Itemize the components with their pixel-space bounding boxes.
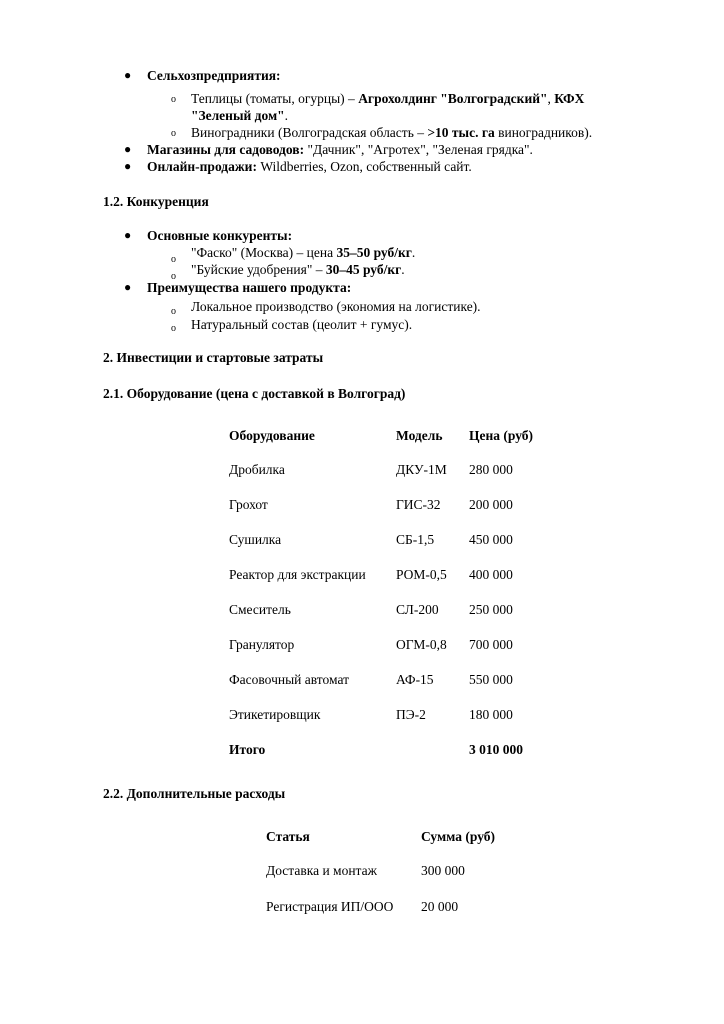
sub-item-greenhouses (191, 90, 584, 107)
table-cell-price: 250 000 (469, 602, 513, 617)
bullet-bold: Онлайн-продажи: (147, 159, 257, 174)
sub-text: "Фаско" (Москва) – цена (191, 245, 337, 260)
sub-text: . (284, 108, 289, 123)
bullet-text: "Дачник", "Агротех", "Зеленая грядка". (304, 142, 533, 157)
sub-text: Виноградники (Волгоградская область – (191, 125, 428, 140)
sub-text: "Буйские удобрения" – (191, 262, 326, 277)
table-cell-equipment: Фасовочный автомат (229, 672, 350, 687)
bullet-icon: ● (124, 280, 132, 294)
sub-item-greenhouses-cont (191, 107, 288, 124)
sub-bold: >10 тыс. га (427, 125, 495, 140)
sub-text: Теплицы (томаты, огурцы) – (191, 91, 359, 106)
table-cell-model: ПЭ-2 (396, 707, 426, 722)
advantages-label: Преимущества нашего продукта: (147, 280, 352, 295)
sub-bold: 35–50 руб/кг (336, 245, 412, 260)
sub-bold: КФХ (554, 91, 585, 106)
sub-text: . (401, 262, 405, 277)
heading-2: 2. Инвестиции и стартовые затраты (103, 350, 324, 365)
bullet-icon: ● (124, 68, 132, 82)
bullet-label-agro: Сельхозпредприятия: (147, 68, 281, 83)
sub-text: . (411, 245, 416, 260)
table-cell-price: 200 000 (469, 497, 513, 512)
table-header-price: Цена (руб) (469, 428, 534, 443)
table-cell-equipment: Гранулятор (229, 637, 295, 652)
table-cell-sum: 300 000 (421, 863, 465, 878)
advantage-natural: Натуральный состав (цеолит + гумус). (191, 317, 413, 332)
bullet-icon: ● (124, 142, 132, 156)
table-cell-price: 700 000 (469, 637, 513, 652)
circle-bullet-icon: o (171, 254, 176, 265)
sub-text: виноградников). (494, 125, 593, 140)
sub-text: , (547, 91, 555, 106)
circle-bullet-icon: o (171, 271, 176, 282)
sub-bold: 30–45 руб/кг (325, 262, 402, 277)
table-cell-model: РОМ-0,5 (396, 567, 447, 582)
bullet-bold: Магазины для садоводов: (147, 142, 305, 157)
sub-bold: "Зеленый дом" (191, 108, 285, 123)
table-cell-item: Регистрация ИП/ООО (266, 899, 394, 914)
sub-item-vineyards (191, 124, 592, 141)
table-cell-model: АФ-15 (396, 672, 434, 687)
table-cell-price: 400 000 (469, 567, 513, 582)
table-header-item: Статья (266, 829, 310, 844)
bullet-item-stores (147, 141, 533, 158)
table-cell-price: 180 000 (469, 707, 513, 722)
heading-2-1: 2.1. Оборудование (цена с доставкой в Волгоград) (103, 386, 406, 401)
table-header-sum: Сумма (руб) (421, 829, 496, 844)
table-cell-equipment: Этикетировщик (229, 707, 321, 722)
circle-bullet-icon: o (171, 306, 176, 317)
table-total-value: 3 010 000 (469, 742, 523, 757)
sub-bold: Агрохолдинг "Волгоградский" (358, 91, 548, 106)
circle-bullet-icon: o (171, 94, 176, 105)
table-cell-model: ГИС-32 (396, 497, 441, 512)
table-cell-equipment: Сушилка (229, 532, 282, 547)
table-cell-price: 280 000 (469, 462, 513, 477)
table-cell-equipment: Реактор для экстракции (229, 567, 366, 582)
heading-2-2: 2.2. Дополнительные расходы (103, 786, 286, 801)
bullet-item-online (147, 158, 472, 175)
table-cell-model: ДКУ-1М (396, 462, 447, 477)
table-cell-price: 450 000 (469, 532, 513, 547)
circle-bullet-icon: o (171, 323, 176, 334)
table-cell-equipment: Смеситель (229, 602, 291, 617)
table-header-model: Модель (396, 428, 443, 443)
table-header-equipment: Оборудование (229, 428, 315, 443)
advantage-local: Локальное производство (экономия на логистике). (191, 299, 481, 314)
table-cell-sum: 20 000 (421, 899, 459, 914)
table-cell-equipment: Грохот (229, 497, 268, 512)
table-cell-equipment: Дробилка (229, 462, 285, 477)
table-cell-item: Доставка и монтаж (266, 863, 377, 878)
circle-bullet-icon: o (171, 128, 176, 139)
table-cell-model: СЛ-200 (396, 602, 439, 617)
table-cell-model: СБ-1,5 (396, 532, 435, 547)
bullet-icon: ● (124, 228, 132, 242)
competitor-buy (191, 261, 405, 278)
bullet-text: Wildberries, Ozon, собственный сайт. (256, 159, 472, 174)
table-cell-model: ОГМ-0,8 (396, 637, 447, 652)
heading-1-2: 1.2. Конкуренция (103, 194, 209, 209)
competitor-fasko (191, 244, 415, 261)
table-cell-price: 550 000 (469, 672, 513, 687)
bullet-icon: ● (124, 159, 132, 173)
competitors-label: Основные конкуренты: (147, 228, 293, 243)
table-total-label: Итого (229, 742, 266, 757)
